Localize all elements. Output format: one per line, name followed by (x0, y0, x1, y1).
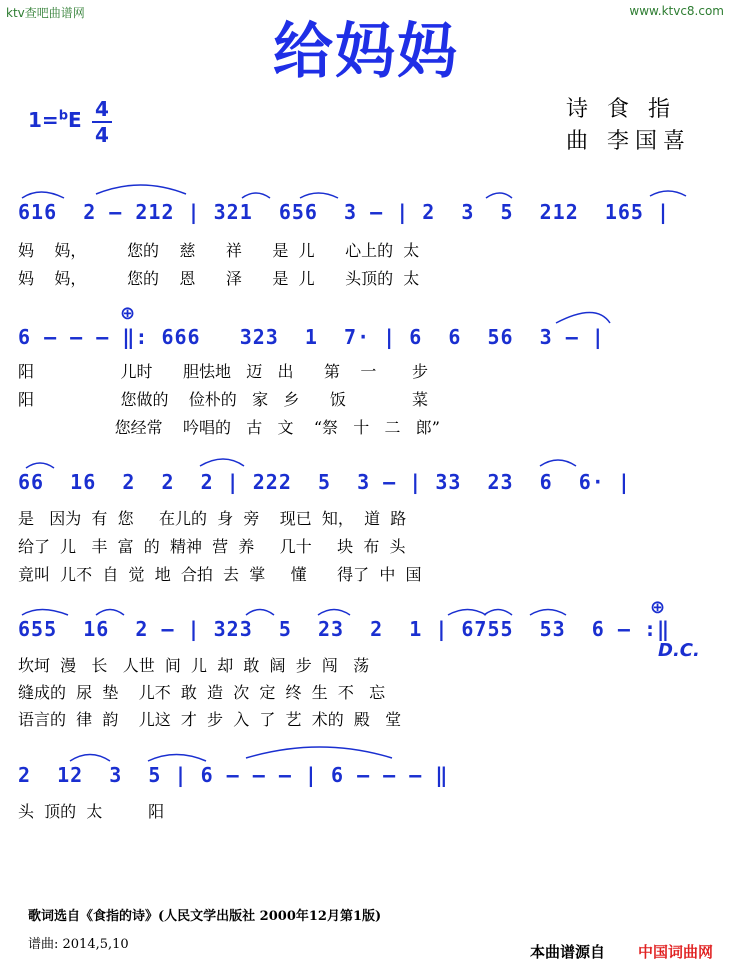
lyric-line-1: 坎坷 漫 长 人世 间 儿 却 敢 阔 步 闯 荡 (18, 656, 370, 675)
slur (70, 755, 110, 762)
lyric-line-2: 阳 您做的 俭朴的 家 乡 饭 菜 (18, 390, 428, 409)
footer-source-label: 本曲谱源自 (530, 943, 606, 961)
slur (650, 191, 686, 196)
watermark-right: www.ktvc8.com (629, 4, 724, 18)
notation-line: 66 16 2 2 2 | 222 5 3 – | 33 23 6 6· | (18, 470, 631, 494)
dc-marking: D.C. (658, 640, 700, 661)
notation-line: 616 2 – 212 | 321 656 3 – | 2 3 5 212 165 | (18, 200, 671, 224)
slur (246, 747, 392, 758)
slur (22, 192, 64, 198)
slur (200, 459, 244, 466)
lyric-line-1: 头 顶的 太 阳 (18, 802, 165, 821)
slur (448, 610, 486, 616)
slur (486, 193, 512, 198)
footer-site-name[interactable]: 中国词曲网 (638, 943, 714, 961)
lyric-line-3: 竟叫 儿不 自 觉 地 合拍 去 掌 懂 得了 中 国 (18, 565, 422, 584)
slur (246, 610, 274, 616)
notation-line: 2 12 3 5 | 6 – – – | 6 – – – ‖ (18, 763, 449, 787)
source-note: 歌词选自《食指的诗》(人民文学出版社 2000年12月第1版) (28, 909, 382, 924)
slur (556, 313, 610, 324)
lyric-line-2: 缝成的 尿 垫 儿不 敢 造 次 定 终 生 不 忘 (18, 683, 386, 702)
slur (318, 610, 350, 616)
lyric-line-2: 妈 妈， 您的 恩 泽 是 儿 头顶的 太 (18, 269, 420, 288)
slur (242, 193, 270, 198)
lyric-line-3: 您经常 吟唱的 古 文 “祭 十 二 郎” (18, 418, 440, 437)
slur (22, 610, 68, 616)
notation-line: 655 16 2 – | 323 5 23 2 1 | 6755 53 6 – :‖ (18, 617, 671, 641)
slur (540, 460, 576, 466)
time-signature: 4 4 (92, 98, 112, 146)
coda-sign-icon: ⊕ (650, 597, 666, 618)
composer-credit: 曲 李国喜 (566, 129, 691, 154)
lyricist-credit: 诗 食 指 (566, 97, 676, 122)
key-signature: 1=$^b$E (28, 108, 82, 132)
slur (96, 185, 186, 194)
song-title: 给妈妈 (273, 17, 459, 87)
slur (300, 193, 338, 198)
notation-line: 6 – – – ‖: 666 323 1 7· | 6 6 56 3 – | (18, 325, 605, 349)
slur (530, 610, 566, 616)
lyric-line-3: 语言的 律 韵 儿这 才 步 入 了 艺 术的 殿 堂 (18, 710, 402, 729)
lyric-line-2: 给了 儿 丰 富 的 精神 营 养 几十 块 布 头 (18, 537, 406, 556)
slur (148, 755, 206, 762)
date-note: 谱曲: 2014,5,10 (28, 937, 129, 952)
slur (484, 610, 512, 616)
slur (26, 463, 54, 468)
lyric-line-1: 妈 妈， 您的 慈 祥 是 儿 心上的 太 (18, 241, 420, 260)
slur (96, 610, 124, 616)
lyric-line-1: 是 因为 有 您 在儿的 身 旁 现已 知， 道 路 (18, 509, 407, 528)
watermark-left: ktv查吧曲谱网 (6, 6, 85, 20)
coda-sign-icon: ⊕ (120, 303, 136, 324)
lyric-line-1: 阳 儿时 胆怯地 迈 出 第 一 步 (18, 362, 428, 381)
